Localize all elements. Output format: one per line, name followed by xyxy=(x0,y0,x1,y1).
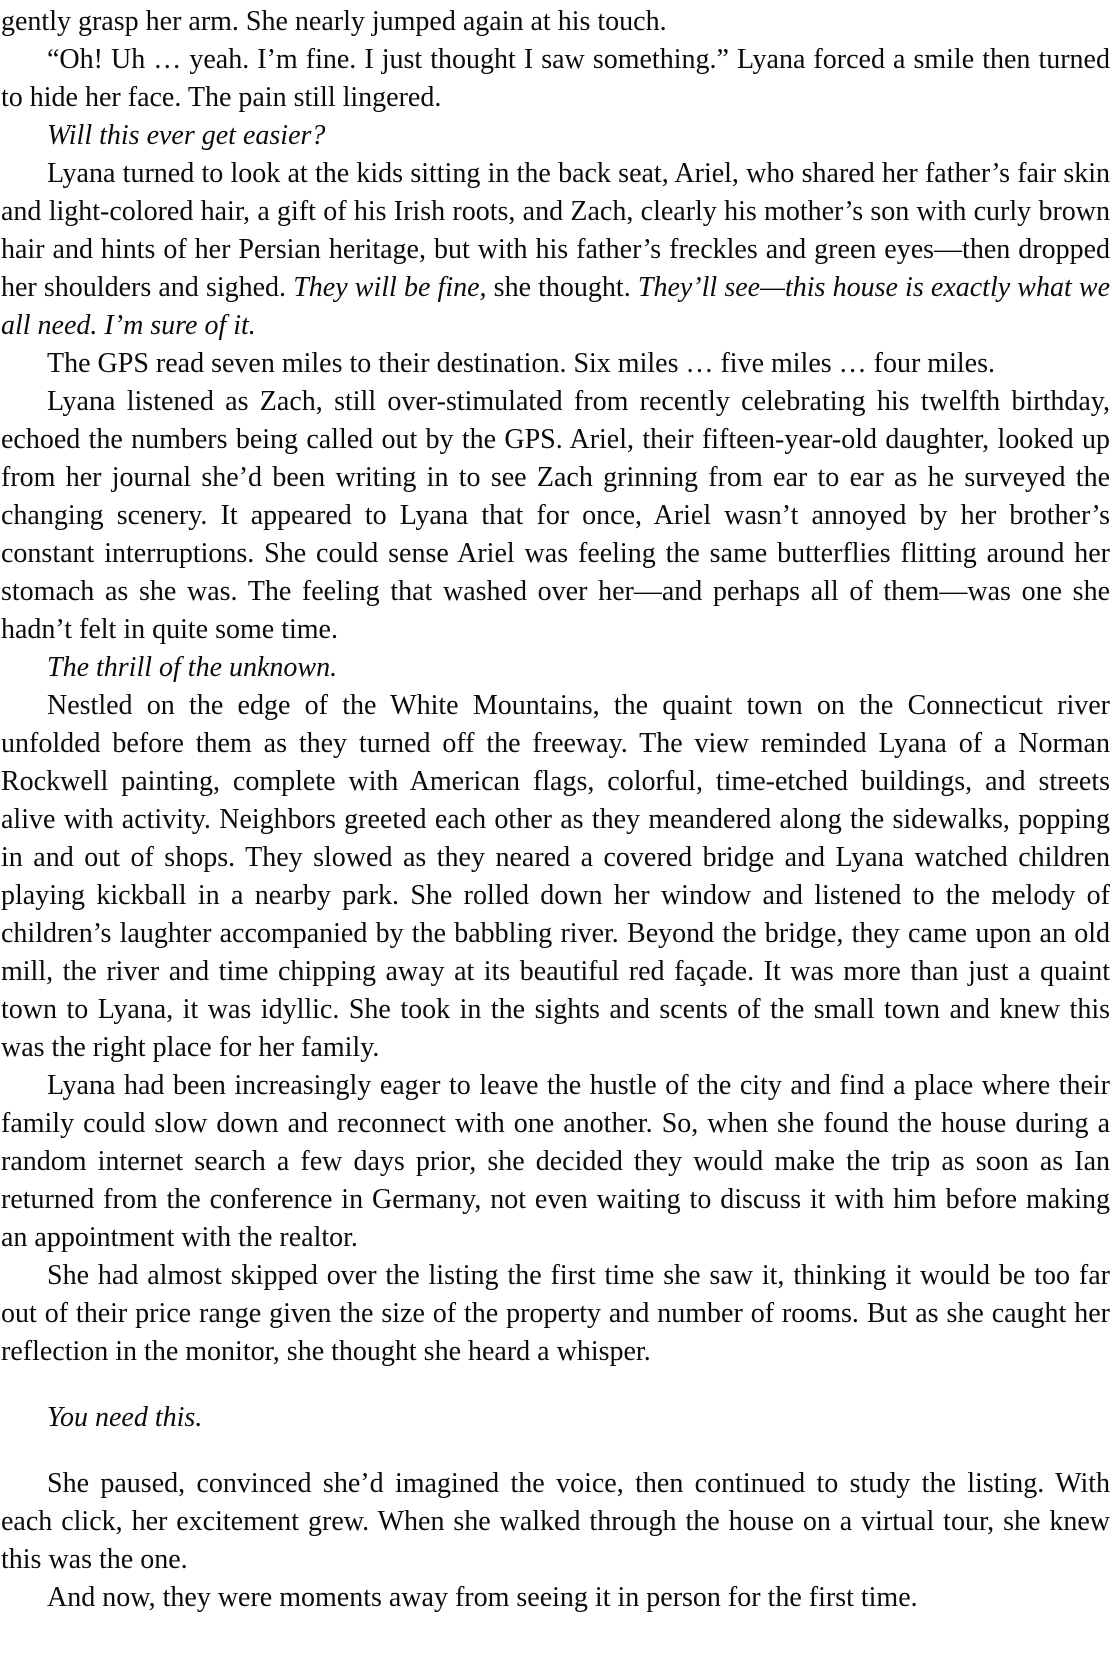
paragraph xyxy=(1,155,1110,345)
text-run: she thought. xyxy=(486,272,638,303)
text-run: “Oh! Uh … yeah. I’m fine. I just thought I saw something.” Lyana forced a smile then turned to hide her face. The pain still lingered. xyxy=(1,44,1110,113)
paragraph xyxy=(1,345,1110,383)
paragraph xyxy=(1,41,1110,117)
paragraph xyxy=(1,1579,1110,1617)
text-run: Will this ever get easier? xyxy=(47,120,326,151)
text-run: gently grasp her arm. She nearly jumped again at his touch. xyxy=(1,6,667,37)
text-run: The GPS read seven miles to their destination. Six miles … five miles … four miles. xyxy=(47,348,995,379)
paragraph xyxy=(1,649,1110,687)
text-run: Lyana listened as Zach, still over-stimulated from recently celebrating his twelfth birthday, echoed the numbers being called out by the GPS. Ariel, their fifteen-year-old daughter, looked up from her journal she’d been writing in to see Zach grinning from ear to ear as he surveyed the changing scenery. It appeared to Lyana that for once, Ariel wasn’t annoyed by her brother’s constant interruptions. She could sense Ariel was feeling the same butterflies flitting around her stomach as she was. The feeling that washed over her—and perhaps all of them—was one she hadn’t felt in quite some time. xyxy=(1,386,1110,645)
text-run: Lyana had been increasingly eager to leave the hustle of the city and find a place where their family could slow down and reconnect with one another. So, when she found the house during a random internet search a few days prior, she decided they would make the trip as soon as Ian returned from the conference in Germany, not even waiting to discuss it with him before making an appointment with the realtor. xyxy=(1,1070,1110,1253)
text-run: She paused, convinced she’d imagined the voice, then continued to study the listing. With each click, her excitement grew. When she walked through the house on a virtual tour, she knew this was the one. xyxy=(1,1468,1110,1575)
text-run: Lyana turned to look at the kids sitting in the back seat, Ariel, who shared her father’s fair skin and light-colored hair, a gift of his Irish roots, and Zach, clearly his mother’s son with curly brown hair and hints of her Persian heritage, but with his father’s freckles and green eyes—then dropped her shoulders and sighed. xyxy=(1,158,1110,303)
text-run: Nestled on the edge of the White Mountains, the quaint town on the Connecticut river unfolded before them as they turned off the freeway. The view reminded Lyana of a Norman Rockwell painting, complete with American flags, colorful, time-etched buildings, and streets alive with activity. Neighbors greeted each other as they meandered along the sidewalks, popping in and out of shops. They slowed as they neared a covered bridge and Lyana watched children playing kickball in a nearby park. She rolled down her window and listened to the melody of children’s laughter accompanied by the babbling river. Beyond the bridge, they came upon an old mill, the river and time chipping away at its beautiful red façade. It was more than just a quaint town to Lyana, it was idyllic. She took in the sights and scents of the small town and knew this was the right place for her family. xyxy=(1,690,1110,1063)
paragraph xyxy=(1,687,1110,1067)
paragraph xyxy=(1,1067,1110,1257)
text-run: The thrill of the unknown. xyxy=(47,652,338,683)
paragraph xyxy=(1,1257,1110,1371)
paragraph xyxy=(1,383,1110,649)
text-run: They’ll see—this house is exactly what we all need. I’m sure of it. xyxy=(1,272,1111,341)
text-run: And now, they were moments away from seeing it in person for the first time. xyxy=(47,1582,918,1613)
paragraph xyxy=(1,3,1110,41)
paragraph xyxy=(1,117,1110,155)
text-run: You need this. xyxy=(47,1402,203,1433)
text-run: She had almost skipped over the listing the first time she saw it, thinking it would be too far out of their price range given the size of the property and number of rooms. But as she caught her reflection in the monitor, she thought she heard a whisper. xyxy=(1,1260,1110,1367)
paragraph xyxy=(1,1465,1110,1579)
paragraph xyxy=(1,1399,1110,1437)
text-run: They will be fine, xyxy=(293,272,487,303)
